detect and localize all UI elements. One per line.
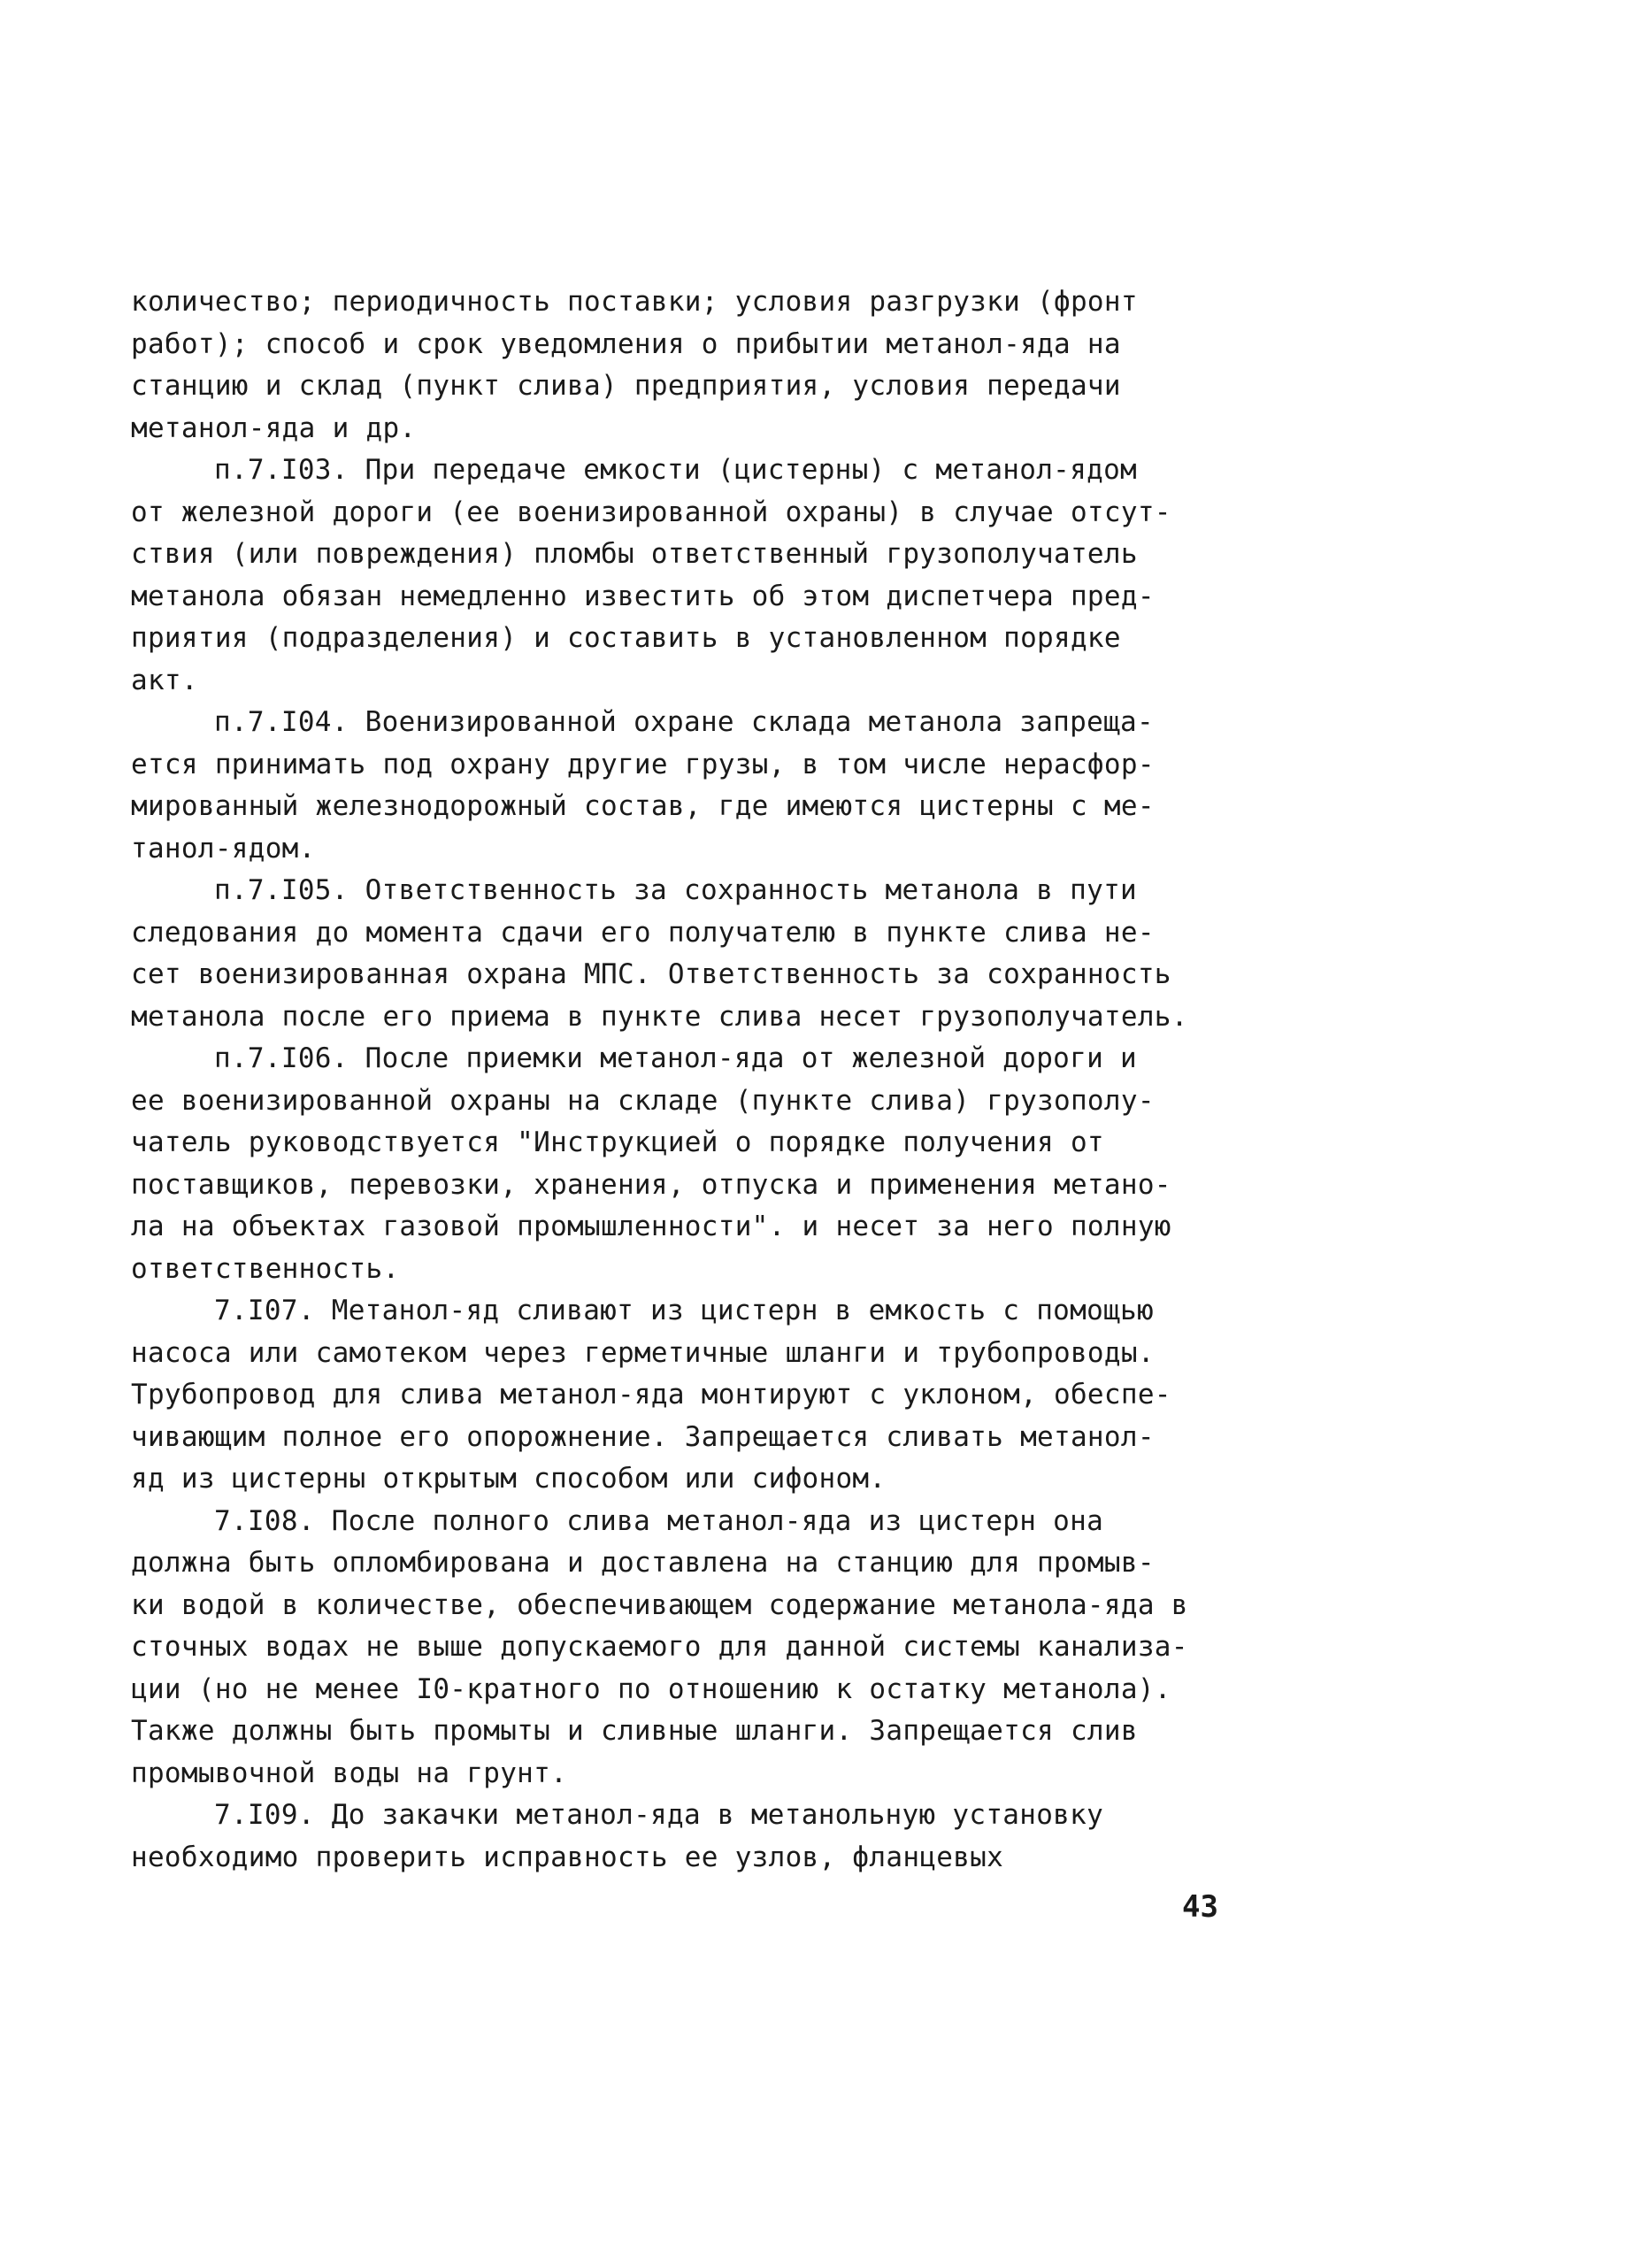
paragraph-7-109: 7.I09. До закачки метанол-яда в метанольную установку необходимо проверить исправность ее узлов, фланцевых — [131, 1799, 1104, 1873]
paragraph-7-103: п.7.I03. При передаче емкости (цистерны) с метанол-ядом от железной дороги (ее военизированной охраны) в случае отсут- ствия (или повреждения) пломбы ответственный грузополучатель метанола обязан немедленно известить об этом диспетчера пред- приятия (подразделения) и составить в установленном порядке акт. — [131, 454, 1171, 696]
paragraph-continuation: количество; периодичность поставки; условия разгрузки (фронт работ); способ и срок уведомления о прибытии метанол-яда на станцию и склад (пункт слива) предприятия, условия передачи метанол-яда и др. — [131, 286, 1138, 444]
body-text — [131, 281, 1246, 1879]
paragraph-7-108: 7.I08. После полного слива метанол-яда из цистерн она должна быть опломбирована и доставлена на станцию для промыв- ки водой в количестве, обеспечивающем содержание метанола-яда в сточных водах не выше допускаемого для данной системы канализа- ции (но не менее I0-кратного по отношению к остатку метанола). Также должны быть промыты и сливные шланги. Запрещается слив промывочной воды на грунт. — [131, 1504, 1188, 1789]
paragraph-7-105: п.7.I05. Ответственность за сохранность метанола в пути следования до момента сдачи его получателю в пункте слива не- сет военизированная охрана МПС. Ответственность за сохранность метанола после его приема в пункте слива несет грузополучатель. — [131, 874, 1188, 1033]
paragraph-7-107: 7.I07. Метанол-яд сливают из цистерн в емкость с помощью насоса или самотеком через герметичные шланги и трубопроводы. Трубопровод для слива метанол-яда монтируют с уклоном, обеспе- чивающим полное его опорожнение. Запрещается сливать метанол- яд из цистерны открытым способом или сифоном. — [131, 1295, 1171, 1495]
page-number: 43 — [1182, 1889, 1218, 1925]
paragraph-7-104: п.7.I04. Военизированной охране склада метанола запреща- ется принимать под охрану другие грузы, в том числе нерасфор- мированный железнодорожный состав, где имеются цистерны с ме- танол-ядом. — [131, 706, 1155, 865]
paragraph-7-106: п.7.I06. После приемки метанол-яда от железной дороги и ее военизированной охраны на складе (пункте слива) грузополу- чатель руководствуется "Инструкцией о порядке получения от поставщиков, перевозки, хранения, отпуска и применения метано- ла на объектах газовой промышленности". и несет за него полную ответственность. — [131, 1042, 1171, 1285]
